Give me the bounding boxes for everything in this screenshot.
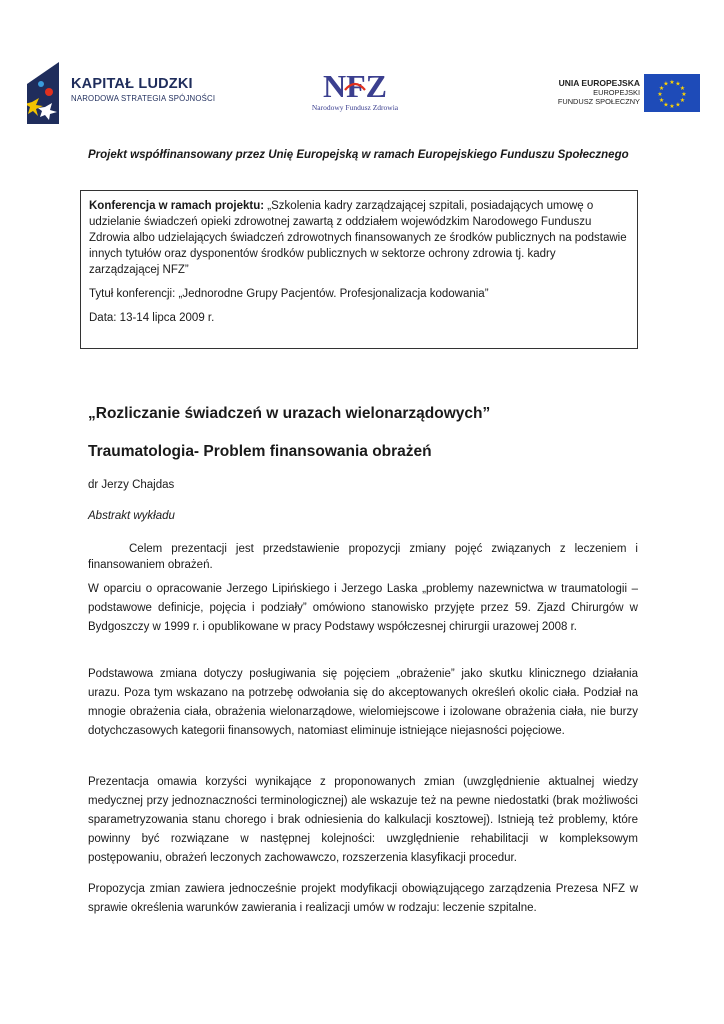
abstract-label: Abstrakt wykładu	[88, 510, 175, 522]
conference-text: „Szkolenia kadry zarządzającej szpitali, posiadających umowę o udzielanie świadczeń opieki zdrowotnej zawartą z oddziałem wojewódzkim Narodowego Funduszu Zdrowia albo udzielających świadczeń zdrowotnych finansowanych ze środków publicznych na podstawie innych tytułów oraz dysponentów środków publicznych w sektorze ochrony zdrowia tj. kadry zarządzającej NFZ”	[89, 200, 627, 276]
eu-flag-icon	[644, 74, 700, 112]
nfz-emblem-icon	[323, 70, 387, 102]
eu-logo	[550, 74, 700, 114]
paragraph-3: Podstawowa zmiana dotyczy posługiwania się pojęciem „obrażenie” jako skutku klinicznego działania urazu. Poza tym wskazano na potrzebę odwołania się do akceptowanych określeń okolic ciała. Podział na mnogie obrażenia ciała, obrażenia wielonarządowe, wielomiejscowe i izolowane obrażenia ciała, nie burzy dotychczasowych kategorii finansowych, natomiast eliminuje istniejące niejasności pojęciowe.	[88, 668, 638, 737]
eu-star: ★	[658, 98, 665, 104]
eu-star: ★	[669, 80, 675, 86]
eu-star: ★	[663, 81, 669, 88]
paragraph-1: Celem prezentacji jest przedstawienie propozycji zmiany pojęć związanych z leczeniem i finansowaniem obrażeń.	[88, 543, 638, 571]
conference-label: Konferencja w ramach projektu:	[89, 200, 265, 212]
conference-date: Data: 13-14 lipca 2009 r.	[89, 312, 215, 324]
eu-star: ★	[657, 92, 663, 98]
author: dr Jerzy Chajdas	[88, 479, 175, 491]
kapital-ludzki-logo	[27, 62, 227, 124]
paragraph-4: Prezentacja omawia korzyści wynikające z proponowanych zmian (uwzględnienie aktualnej wiedzy medycznej przy jednoznaczności terminologicznej) ale wskazuje też na pewne niedostatki (brak możliwości sparametryzowania stanu chorego i brak odniesienia do kalkulacji kosztowej). Istnieją też problemy, które powinny być rozwiązane w następnej kolejności: uwzględnienie rehabilitacji w kompleksowym postępowaniu, obrażeń leczonych zachowawczo, rozszerzenia klasyfikacji procedur.	[88, 776, 638, 864]
main-heading: „Rozliczanie świadczeń w urazach wielonarządowych”	[88, 405, 491, 422]
eu-star: ★	[675, 102, 681, 109]
nfz-logo-text: NFZ	[323, 70, 387, 102]
eu-line1: UNIA EUROPEJSKA	[558, 78, 640, 88]
kapital-ludzki-title: KAPITAŁ LUDZKI	[71, 76, 193, 92]
eu-star: ★	[679, 86, 686, 92]
nfz-subtitle: Narodowy Fundusz Zdrowia	[311, 103, 399, 112]
kapital-ludzki-emblem-icon	[27, 62, 67, 124]
nfz-logo	[300, 70, 410, 120]
conference-description	[89, 198, 627, 278]
eu-line3: FUNDUSZ SPOŁECZNY	[557, 97, 640, 106]
eu-line2: EUROPEJSKI	[593, 88, 640, 97]
eu-star: ★	[658, 86, 665, 92]
paragraph-5: Propozycja zmian zawiera jednocześnie projekt modyfikacji obowiązującego zarządzenia Prezesa NFZ w sprawie określenia warunków zawierania i realizacji umów w rodzaju: leczenie szpitalne.	[88, 883, 638, 914]
paragraph-2: W oparciu o opracowanie Jerzego Lipińskiego i Jerzego Laska „problemy nazewnictwa w traumatologii – podstawowe definicje, pojęcia i podziały” omówiono stanowisko przyjęte przez 59. Zjazd Chirurgów w Bydgoszczy w 1999 r. i opublikowane w pracy Podstawy współczesnej chirurgii urazowej 2008 r.	[88, 583, 638, 633]
eu-star: ★	[669, 104, 675, 110]
eu-star: ★	[663, 102, 669, 109]
sub-heading: Traumatologia- Problem finansowania obrażeń	[88, 443, 432, 460]
eu-star: ★	[681, 92, 687, 98]
conference-title: Tytuł konferencji: „Jednorodne Grupy Pacjentów. Profesjonalizacja kodowania”	[89, 288, 489, 300]
project-cofinancing-line: Projekt współfinansowany przez Unię Europejską w ramach Europejskiego Funduszu Społecznego	[88, 149, 629, 161]
kapital-ludzki-subtitle: NARODOWA STRATEGIA SPÓJNOŚCI	[71, 94, 216, 103]
conference-box	[80, 190, 638, 349]
eu-star: ★	[675, 81, 681, 88]
eu-star: ★	[679, 98, 686, 104]
